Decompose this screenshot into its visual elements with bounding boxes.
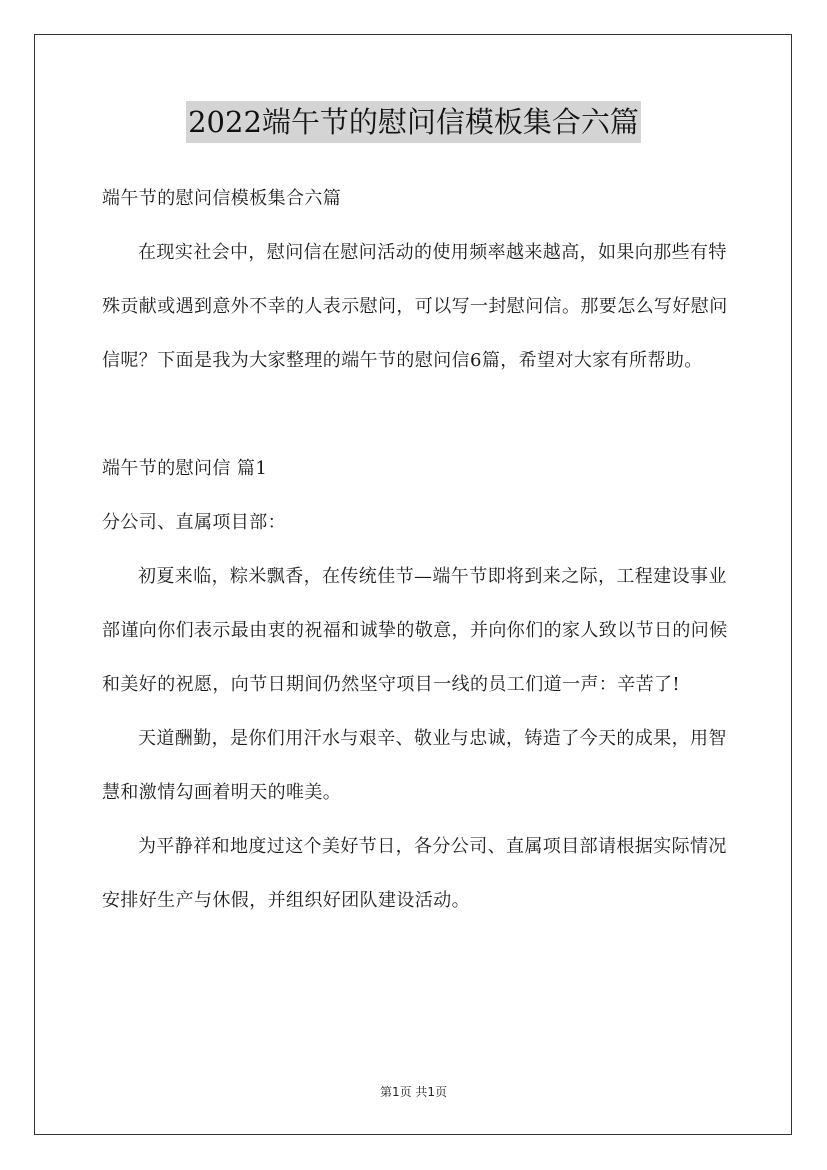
- body-paragraph-3: 为平静祥和地度过这个美好节日，各分公司、直属项目部请根据实际情况安排好生产与休假，并组织好团队建设活动。: [102, 836, 727, 911]
- body-paragraph-1: 初夏来临，粽米飘香，在传统佳节—端午节即将到来之际，工程建设事业部谨向你们表示最由衷的祝福和诚挚的敬意，并向你们的家人致以节日的问候和美好的祝愿，向节日期间仍然坚守项目一线的员工们道一声：辛苦了!: [102, 566, 728, 695]
- salutation: 分公司、直属项目部：: [102, 512, 286, 533]
- page-footer: 第1页 共1页: [379, 1085, 448, 1099]
- section-heading: 端午节的慰问信 篇1: [102, 458, 268, 479]
- paragraph-gap: [102, 388, 742, 442]
- document-title: 2022端午节的慰问信模板集合六篇: [186, 101, 641, 143]
- document-body: [102, 172, 742, 928]
- document-title-container: [0, 101, 827, 143]
- document-subtitle: 端午节的慰问信模板集合六篇: [102, 188, 342, 209]
- body-paragraph-2: 天道酬勤，是你们用汗水与艰辛、敬业与忠诚，铸造了今天的成果，用智慧和激情勾画着明天的唯美。: [102, 728, 727, 803]
- intro-paragraph: 在现实社会中，慰问信在慰问活动的使用频率越来越高，如果向那些有特殊贡献或遇到意外不幸的人表示慰问，可以写一封慰问信。那要怎么写好慰问信呢？下面是我为大家整理的端午节的慰问信6篇，希望对大家有所帮助。: [102, 242, 728, 371]
